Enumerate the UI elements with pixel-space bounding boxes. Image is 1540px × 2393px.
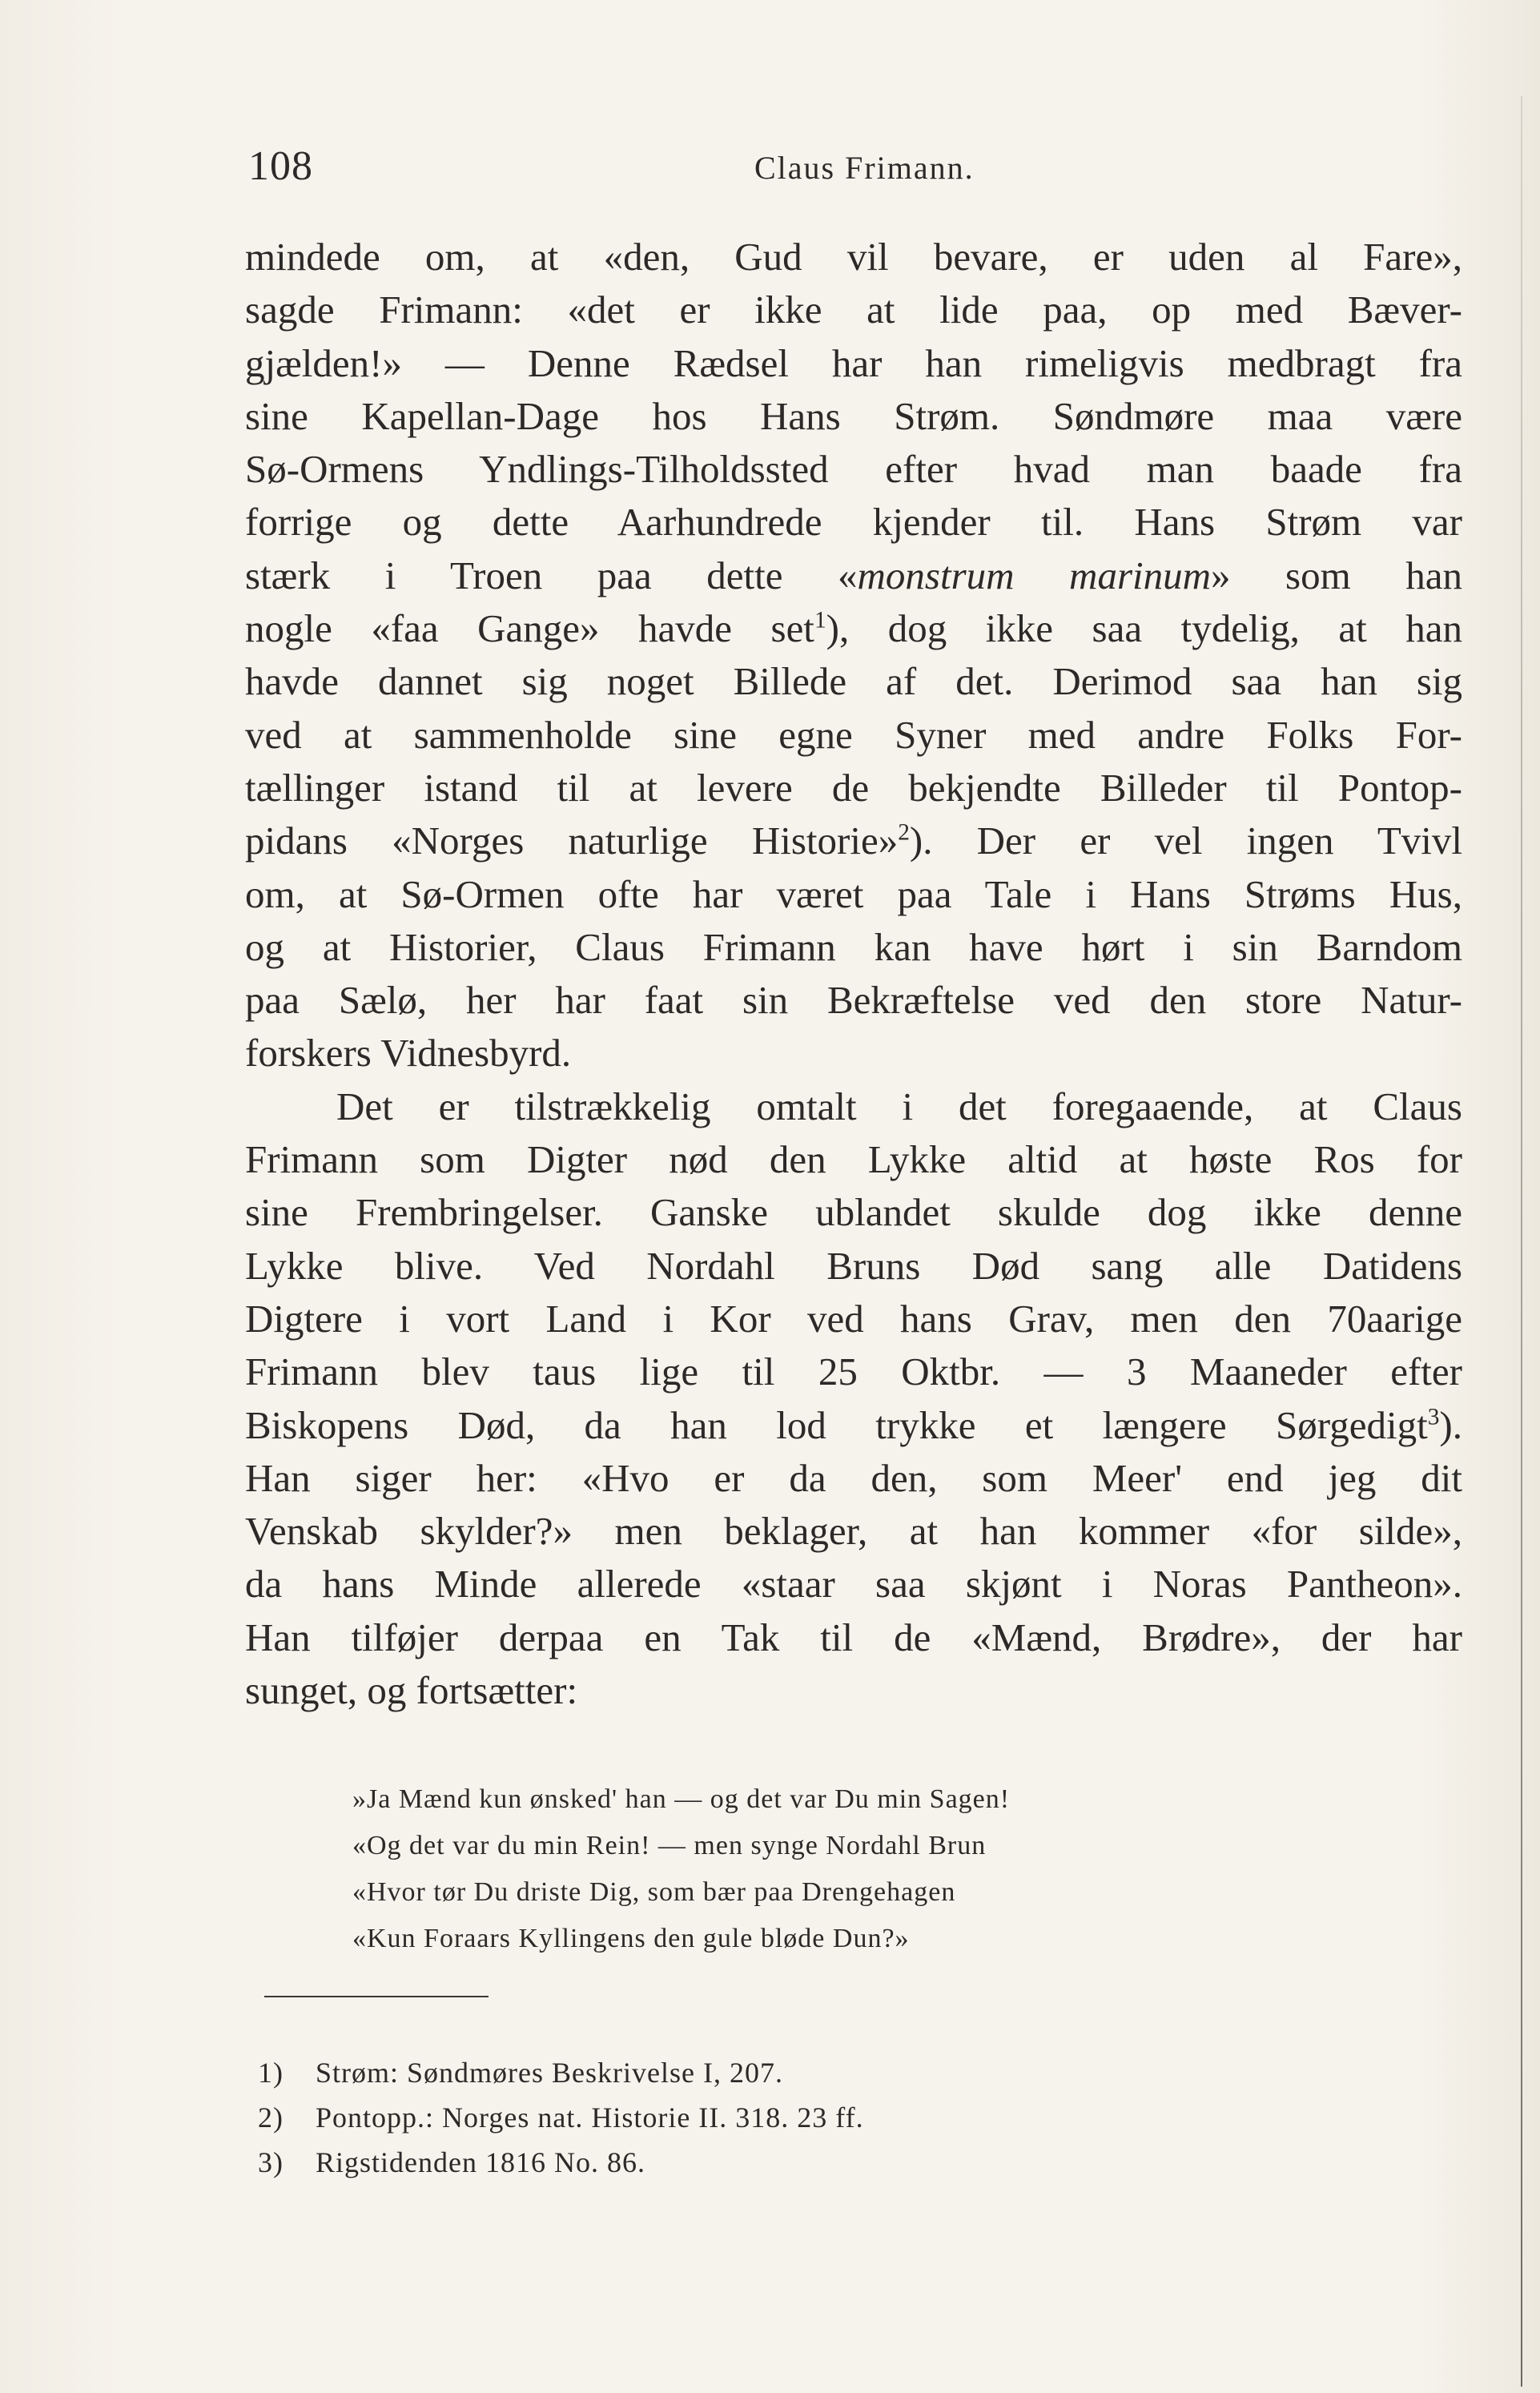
footnote-mark: 2) — [258, 2101, 283, 2134]
footnote-text: Rigstidenden 1816 No. 86. — [316, 2146, 645, 2178]
footnote-divider — [264, 1996, 489, 1997]
footnote — [258, 2095, 1219, 2140]
page-edge-shadow — [1521, 96, 1522, 2387]
text-line: sine Frembringelser. Ganske ublandet skulde dog ikke denne — [245, 1190, 1462, 1235]
text-line: sine Kapellan-Dage hos Hans Strøm. Søndmøre maa være — [245, 393, 1462, 438]
footnote-mark: 1) — [258, 2057, 283, 2089]
text-line: Det er tilstrækkelig omtalt i det foregaaende, at Claus — [336, 1084, 1462, 1128]
text-line: Lykke blive. Ved Nordahl Bruns Død sang alle Datidens — [245, 1243, 1462, 1288]
text-line: sunget, og fortsætter: — [245, 1668, 578, 1713]
footnote — [258, 2140, 1219, 2185]
text-line — [245, 602, 1462, 655]
text-run: nogle «faa Gange» havde set — [245, 606, 814, 651]
text-run: ), dog ikke saa tydelig, at han — [826, 606, 1462, 651]
text-line: Digtere i vort Land i Kor ved hans Grav, men den 70aarige — [245, 1296, 1462, 1341]
text-line: Sø-Ormens Yndlings-Tilholdssted efter hvad man baade fra — [245, 447, 1462, 492]
footnote-mark: 3) — [258, 2146, 283, 2178]
footnote-ref: 3 — [1427, 1404, 1440, 1430]
footnote-text: Pontopp.: Norges nat. Historie II. 318. 23 ff. — [316, 2101, 864, 2134]
text-line — [245, 814, 1462, 867]
text-line: Frimann som Digter nød den Lykke altid at høste Ros for — [245, 1137, 1462, 1182]
footnote-text: Strøm: Søndmøres Beskrivelse I, 207. — [316, 2057, 783, 2089]
poem-line: »Ja Mænd kun ønsked' han — og det var Du min Sagen! — [352, 1784, 1011, 1814]
running-head: Claus Frimann. — [754, 150, 975, 186]
page-number: 108 — [248, 143, 313, 189]
text-line: forrige og dette Aarhundrede kjender til. Hans Strøm var — [245, 500, 1462, 545]
poem-line: «Og det var du min Rein! — men synge Nordahl Brun — [352, 1831, 987, 1860]
text-line: Han siger her: «Hvo er da den, som Meer' end jeg dit — [245, 1455, 1462, 1500]
text-line: tællinger istand til at levere de bekjendte Billeder til Pontop- — [245, 765, 1462, 810]
italic-term: monstrum marinum — [857, 553, 1212, 597]
text-run: pidans «Norges naturlige Historie» — [245, 818, 899, 863]
text-line: og at Historier, Claus Frimann kan have hørt i sin Barndom — [245, 924, 1462, 969]
text-line: paa Sælø, her har faat sin Bekræftelse ved den store Natur- — [245, 978, 1462, 1023]
footnote-ref: 1 — [814, 607, 826, 633]
text-line: om, at Sø-Ormen ofte har været paa Tale i Hans Strøms Hus, — [245, 871, 1462, 916]
text-run: ). Der er vel ingen Tvivl — [909, 818, 1462, 863]
text-run: Biskopens Død, da han lod trykke et længere Sørgedigt — [245, 1402, 1428, 1447]
text-line: Frimann blev taus lige til 25 Oktbr. — 3 Maaneder efter — [245, 1349, 1462, 1394]
text-line: Han tilføjer derpaa en Tak til de «Mænd, Brødre», der har — [245, 1615, 1462, 1659]
text-run: stærk i Troen paa dette « — [245, 553, 858, 597]
text-line: da hans Minde allerede «staar saa skjønt i Noras Pantheon». — [245, 1562, 1462, 1607]
text-run: » som han — [1211, 553, 1462, 597]
text-line — [245, 1399, 1462, 1452]
text-line: forskers Vidnesbyrd. — [245, 1031, 572, 1076]
text-line: sagde Frimann: «det er ikke at lide paa, op med Bæver- — [245, 288, 1462, 332]
text-line: Venskab skylder?» men beklager, at han kommer «for silde», — [245, 1509, 1462, 1554]
text-line: mindede om, at «den, Gud vil bevare, er uden al Fare», — [245, 235, 1462, 279]
footnote — [258, 2050, 1219, 2095]
footnote-ref: 2 — [898, 819, 910, 846]
text-line: ved at sammenholde sine egne Syner med andre Folks For- — [245, 712, 1462, 757]
page-header — [248, 143, 1450, 199]
text-line — [245, 549, 1462, 602]
poem-line: «Hvor tør Du driste Dig, som bær paa Drengehagen — [352, 1877, 956, 1907]
footnotes — [258, 2050, 1219, 2185]
body-text — [245, 231, 1462, 1717]
poem-line: «Kun Foraars Kyllingens den gule bløde Dun?» — [352, 1924, 910, 1953]
text-line: havde dannet sig noget Billede af det. Derimod saa han sig — [245, 659, 1462, 704]
poem-quote — [352, 1776, 1345, 1962]
text-line: gjælden!» — Denne Rædsel har han rimeligvis medbragt fra — [245, 340, 1462, 385]
text-run: ). — [1439, 1402, 1462, 1447]
